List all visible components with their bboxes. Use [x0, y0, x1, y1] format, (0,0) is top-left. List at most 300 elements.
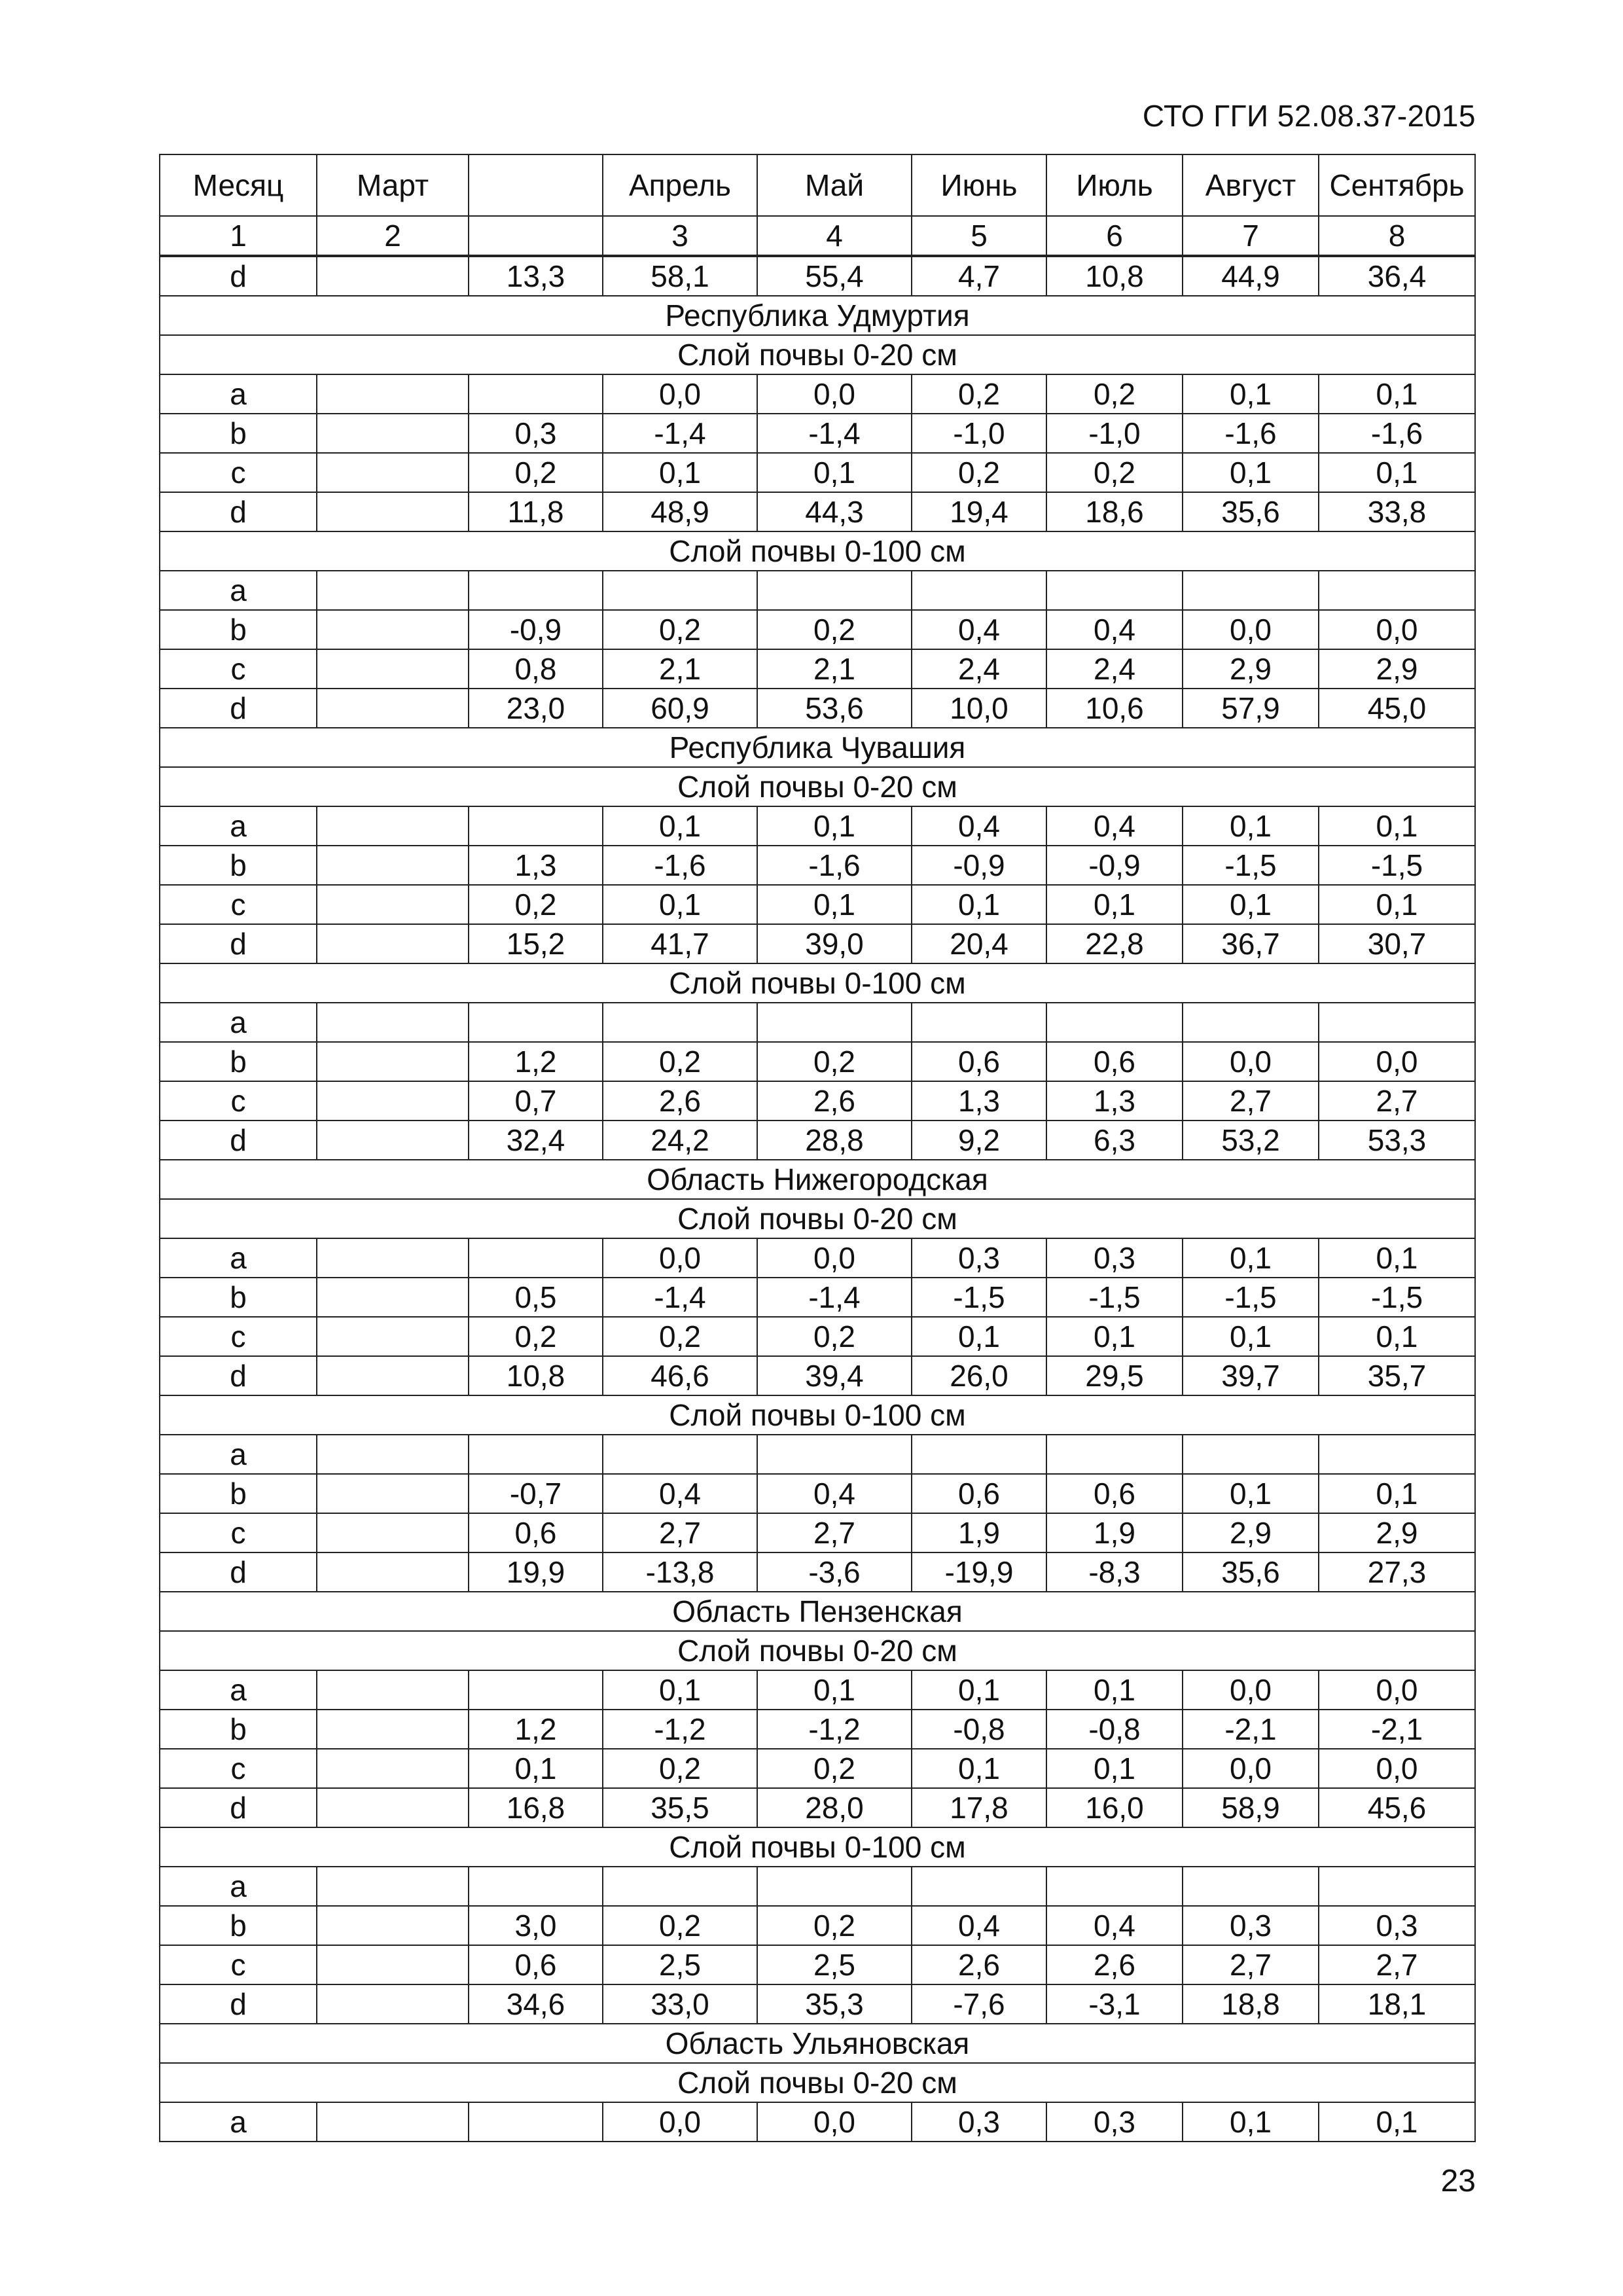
- table-row: [160, 924, 1475, 963]
- row-label-cell: c: [160, 1317, 317, 1356]
- table-row: [160, 1356, 1475, 1395]
- value-cell: 19,9: [469, 1552, 603, 1592]
- value-cell: 0,1: [757, 453, 912, 492]
- value-cell: 2,9: [1183, 649, 1319, 689]
- value-cell: [912, 1435, 1046, 1474]
- header-cell: Сентябрь: [1319, 154, 1475, 216]
- value-cell: 0,1: [912, 885, 1046, 924]
- row-label-cell: b: [160, 1906, 317, 1945]
- section-row: [160, 963, 1475, 1003]
- value-cell: [469, 1003, 603, 1042]
- section-title: Слой почвы 0-100 см: [160, 1827, 1475, 1867]
- value-cell: [317, 649, 469, 689]
- value-cell: [317, 1513, 469, 1552]
- table-row: [160, 1238, 1475, 1278]
- value-cell: 0,1: [1183, 1317, 1319, 1356]
- value-cell: 0,6: [1046, 1474, 1183, 1513]
- value-cell: 0,0: [757, 374, 912, 414]
- header-cell: Июнь: [912, 154, 1046, 216]
- value-cell: 39,4: [757, 1356, 912, 1395]
- value-cell: -7,6: [912, 1984, 1046, 2024]
- table-row: [160, 571, 1475, 610]
- value-cell: 0,1: [1183, 1238, 1319, 1278]
- table-row: [160, 1984, 1475, 2024]
- row-label-cell: b: [160, 1278, 317, 1317]
- value-cell: [1046, 1867, 1183, 1906]
- value-cell: 0,1: [603, 1670, 757, 1710]
- section-row: [160, 531, 1475, 571]
- row-label-cell: b: [160, 1474, 317, 1513]
- value-cell: [317, 1435, 469, 1474]
- value-cell: [317, 414, 469, 453]
- row-label-cell: c: [160, 649, 317, 689]
- value-cell: [1319, 1435, 1475, 1474]
- section-row: [160, 1827, 1475, 1867]
- value-cell: 0,0: [1319, 1670, 1475, 1710]
- value-cell: -1,6: [603, 846, 757, 885]
- value-cell: [317, 1984, 469, 2024]
- value-cell: 35,3: [757, 1984, 912, 2024]
- header-cell: Июль: [1046, 154, 1183, 216]
- value-cell: [317, 1474, 469, 1513]
- section-row: [160, 1160, 1475, 1199]
- header-row: [160, 154, 1475, 216]
- value-cell: 2,6: [603, 1081, 757, 1121]
- value-cell: 2,4: [912, 649, 1046, 689]
- value-cell: 20,4: [912, 924, 1046, 963]
- value-cell: -1,5: [1319, 1278, 1475, 1317]
- value-cell: 0,4: [912, 610, 1046, 649]
- section-row: [160, 296, 1475, 335]
- value-cell: [1319, 1867, 1475, 1906]
- value-cell: -13,8: [603, 1552, 757, 1592]
- value-cell: [469, 1435, 603, 1474]
- column-number-cell: 8: [1319, 216, 1475, 256]
- value-cell: 0,1: [757, 806, 912, 846]
- value-cell: 0,2: [757, 610, 912, 649]
- table-row: [160, 1278, 1475, 1317]
- value-cell: [317, 1710, 469, 1749]
- table-row: [160, 1474, 1475, 1513]
- table-row: [160, 1749, 1475, 1788]
- value-cell: 0,6: [469, 1945, 603, 1984]
- value-cell: 0,1: [1319, 1474, 1475, 1513]
- value-cell: 0,2: [912, 453, 1046, 492]
- value-cell: 1,9: [1046, 1513, 1183, 1552]
- value-cell: 0,1: [912, 1317, 1046, 1356]
- table-row: [160, 885, 1475, 924]
- table-row: [160, 1435, 1475, 1474]
- row-label-cell: d: [160, 1984, 317, 2024]
- section-row: [160, 1592, 1475, 1631]
- header-cell: [469, 154, 603, 216]
- value-cell: 0,1: [1183, 453, 1319, 492]
- column-number-cell: 4: [757, 216, 912, 256]
- value-cell: 0,3: [912, 2102, 1046, 2142]
- value-cell: [912, 1003, 1046, 1042]
- value-cell: [317, 1238, 469, 1278]
- value-cell: 0,1: [912, 1749, 1046, 1788]
- value-cell: 1,3: [1046, 1081, 1183, 1121]
- section-title: Слой почвы 0-100 см: [160, 1395, 1475, 1435]
- value-cell: 1,3: [469, 846, 603, 885]
- row-label-cell: d: [160, 256, 317, 296]
- value-cell: 0,1: [757, 885, 912, 924]
- value-cell: 2,1: [757, 649, 912, 689]
- value-cell: 10,8: [1046, 256, 1183, 296]
- value-cell: 2,5: [757, 1945, 912, 1984]
- value-cell: 0,1: [1319, 885, 1475, 924]
- value-cell: [1183, 1003, 1319, 1042]
- value-cell: 0,2: [1046, 453, 1183, 492]
- value-cell: [317, 571, 469, 610]
- value-cell: 2,9: [1183, 1513, 1319, 1552]
- header-cell: Март: [317, 154, 469, 216]
- value-cell: [469, 571, 603, 610]
- value-cell: 2,6: [912, 1945, 1046, 1984]
- row-label-cell: a: [160, 1003, 317, 1042]
- column-number-cell: 6: [1046, 216, 1183, 256]
- value-cell: [317, 1081, 469, 1121]
- value-cell: 1,9: [912, 1513, 1046, 1552]
- value-cell: 2,6: [1046, 1945, 1183, 1984]
- value-cell: 0,3: [1046, 2102, 1183, 2142]
- value-cell: 2,5: [603, 1945, 757, 1984]
- header-cell: Месяц: [160, 154, 317, 216]
- table-row: [160, 492, 1475, 531]
- page-number: 23: [1440, 2164, 1476, 2198]
- value-cell: 26,0: [912, 1356, 1046, 1395]
- value-cell: 17,8: [912, 1788, 1046, 1827]
- value-cell: 34,6: [469, 1984, 603, 2024]
- section-row: [160, 728, 1475, 767]
- value-cell: 39,0: [757, 924, 912, 963]
- value-cell: -8,3: [1046, 1552, 1183, 1592]
- value-cell: 0,0: [603, 374, 757, 414]
- value-cell: [317, 610, 469, 649]
- value-cell: 0,2: [469, 885, 603, 924]
- section-row: [160, 1395, 1475, 1435]
- row-label-cell: a: [160, 1435, 317, 1474]
- value-cell: [317, 453, 469, 492]
- value-cell: [317, 374, 469, 414]
- value-cell: [317, 1356, 469, 1395]
- value-cell: -1,0: [912, 414, 1046, 453]
- value-cell: 18,1: [1319, 1984, 1475, 2024]
- value-cell: 0,4: [1046, 806, 1183, 846]
- value-cell: 0,2: [469, 453, 603, 492]
- row-label-cell: d: [160, 1788, 317, 1827]
- section-title: Слой почвы 0-20 см: [160, 1631, 1475, 1670]
- value-cell: [469, 2102, 603, 2142]
- value-cell: 16,8: [469, 1788, 603, 1827]
- value-cell: [603, 1435, 757, 1474]
- value-cell: 58,9: [1183, 1788, 1319, 1827]
- row-label-cell: b: [160, 610, 317, 649]
- value-cell: [317, 1552, 469, 1592]
- value-cell: 0,0: [603, 2102, 757, 2142]
- value-cell: 0,1: [1046, 885, 1183, 924]
- value-cell: [757, 571, 912, 610]
- row-label-cell: c: [160, 885, 317, 924]
- value-cell: 18,6: [1046, 492, 1183, 531]
- column-number-cell: 5: [912, 216, 1046, 256]
- value-cell: 0,2: [757, 1906, 912, 1945]
- table-row: [160, 2102, 1475, 2142]
- value-cell: [469, 1867, 603, 1906]
- column-number-cell: 3: [603, 216, 757, 256]
- value-cell: 19,4: [912, 492, 1046, 531]
- value-cell: -2,1: [1319, 1710, 1475, 1749]
- value-cell: 53,6: [757, 689, 912, 728]
- section-title: Слой почвы 0-100 см: [160, 963, 1475, 1003]
- value-cell: 10,8: [469, 1356, 603, 1395]
- value-cell: 53,3: [1319, 1121, 1475, 1160]
- value-cell: 2,1: [603, 649, 757, 689]
- value-cell: 2,7: [1183, 1081, 1319, 1121]
- row-label-cell: c: [160, 1081, 317, 1121]
- value-cell: -2,1: [1183, 1710, 1319, 1749]
- header-cell: Август: [1183, 154, 1319, 216]
- value-cell: 29,5: [1046, 1356, 1183, 1395]
- value-cell: -0,7: [469, 1474, 603, 1513]
- value-cell: 2,7: [1319, 1945, 1475, 1984]
- value-cell: 0,1: [1046, 1670, 1183, 1710]
- value-cell: -1,5: [912, 1278, 1046, 1317]
- value-cell: -0,9: [1046, 846, 1183, 885]
- table-row: [160, 649, 1475, 689]
- value-cell: [603, 1867, 757, 1906]
- value-cell: [757, 1003, 912, 1042]
- section-row: [160, 335, 1475, 374]
- value-cell: 16,0: [1046, 1788, 1183, 1827]
- value-cell: [317, 1003, 469, 1042]
- value-cell: -1,6: [757, 846, 912, 885]
- row-label-cell: a: [160, 571, 317, 610]
- table-row: [160, 1670, 1475, 1710]
- table-row: [160, 1081, 1475, 1121]
- value-cell: 45,0: [1319, 689, 1475, 728]
- value-cell: 0,2: [603, 1042, 757, 1081]
- value-cell: -1,5: [1183, 846, 1319, 885]
- value-cell: 0,4: [1046, 1906, 1183, 1945]
- value-cell: 0,2: [912, 374, 1046, 414]
- value-cell: [317, 1749, 469, 1788]
- table-row: [160, 1867, 1475, 1906]
- row-label-cell: c: [160, 1749, 317, 1788]
- value-cell: 39,7: [1183, 1356, 1319, 1395]
- row-label-cell: a: [160, 374, 317, 414]
- value-cell: [317, 1670, 469, 1710]
- value-cell: 44,3: [757, 492, 912, 531]
- value-cell: 18,8: [1183, 1984, 1319, 2024]
- section-title: Слой почвы 0-20 см: [160, 335, 1475, 374]
- value-cell: -1,4: [757, 1278, 912, 1317]
- value-cell: 4,7: [912, 256, 1046, 296]
- section-title: Область Нижегородская: [160, 1160, 1475, 1199]
- value-cell: 0,3: [1183, 1906, 1319, 1945]
- value-cell: -1,4: [757, 414, 912, 453]
- document-code: СТО ГГИ 52.08.37-2015: [1142, 99, 1476, 133]
- value-cell: 55,4: [757, 256, 912, 296]
- row-label-cell: b: [160, 1042, 317, 1081]
- value-cell: -0,9: [912, 846, 1046, 885]
- value-cell: -19,9: [912, 1552, 1046, 1592]
- value-cell: 41,7: [603, 924, 757, 963]
- value-cell: 35,5: [603, 1788, 757, 1827]
- table-row: [160, 453, 1475, 492]
- value-cell: -1,4: [603, 1278, 757, 1317]
- table-row: [160, 1906, 1475, 1945]
- value-cell: 13,3: [469, 256, 603, 296]
- value-cell: [317, 1317, 469, 1356]
- value-cell: 0,1: [469, 1749, 603, 1788]
- section-row: [160, 767, 1475, 806]
- value-cell: 0,8: [469, 649, 603, 689]
- value-cell: 0,6: [912, 1474, 1046, 1513]
- value-cell: 0,3: [1319, 1906, 1475, 1945]
- value-cell: 0,0: [1319, 1042, 1475, 1081]
- row-label-cell: d: [160, 924, 317, 963]
- section-row: [160, 1631, 1475, 1670]
- value-cell: 35,6: [1183, 492, 1319, 531]
- value-cell: 0,2: [757, 1317, 912, 1356]
- value-cell: 27,3: [1319, 1552, 1475, 1592]
- value-cell: 2,9: [1319, 1513, 1475, 1552]
- value-cell: 0,1: [1319, 374, 1475, 414]
- value-cell: [469, 374, 603, 414]
- value-cell: 23,0: [469, 689, 603, 728]
- value-cell: [1183, 1867, 1319, 1906]
- value-cell: [1319, 571, 1475, 610]
- value-cell: 0,1: [1046, 1749, 1183, 1788]
- value-cell: 0,2: [603, 610, 757, 649]
- value-cell: [469, 1670, 603, 1710]
- value-cell: -1,2: [603, 1710, 757, 1749]
- value-cell: 0,6: [469, 1513, 603, 1552]
- value-cell: 30,7: [1319, 924, 1475, 963]
- table-row: [160, 1945, 1475, 1984]
- value-cell: 11,8: [469, 492, 603, 531]
- table-row: [160, 414, 1475, 453]
- value-cell: 48,9: [603, 492, 757, 531]
- section-title: Республика Чувашия: [160, 728, 1475, 767]
- value-cell: 0,2: [603, 1317, 757, 1356]
- value-cell: [317, 806, 469, 846]
- header-cell: Апрель: [603, 154, 757, 216]
- table-row: [160, 1317, 1475, 1356]
- value-cell: 0,3: [1046, 1238, 1183, 1278]
- value-cell: 0,2: [469, 1317, 603, 1356]
- column-number-cell: [469, 216, 603, 256]
- value-cell: [1046, 1003, 1183, 1042]
- value-cell: 58,1: [603, 256, 757, 296]
- value-cell: 0,0: [757, 1238, 912, 1278]
- row-label-cell: a: [160, 1867, 317, 1906]
- value-cell: 0,1: [1183, 1474, 1319, 1513]
- data-table: [159, 154, 1476, 2142]
- value-cell: 15,2: [469, 924, 603, 963]
- section-title: Область Пензенская: [160, 1592, 1475, 1631]
- row-label-cell: d: [160, 1121, 317, 1160]
- value-cell: 0,0: [1183, 1042, 1319, 1081]
- value-cell: 46,6: [603, 1356, 757, 1395]
- value-cell: 60,9: [603, 689, 757, 728]
- value-cell: -1,5: [1046, 1278, 1183, 1317]
- table-body: [160, 154, 1475, 2142]
- value-cell: -3,1: [1046, 1984, 1183, 2024]
- value-cell: 0,0: [603, 1238, 757, 1278]
- value-cell: 36,4: [1319, 256, 1475, 296]
- value-cell: 0,3: [912, 1238, 1046, 1278]
- table-row: [160, 1003, 1475, 1042]
- value-cell: 2,7: [1319, 1081, 1475, 1121]
- value-cell: 0,4: [1046, 610, 1183, 649]
- value-cell: -1,5: [1319, 846, 1475, 885]
- table-row: [160, 806, 1475, 846]
- value-cell: 0,1: [1319, 453, 1475, 492]
- value-cell: [317, 1906, 469, 1945]
- value-cell: [317, 1867, 469, 1906]
- value-cell: 0,4: [603, 1474, 757, 1513]
- column-number-row: [160, 216, 1475, 256]
- value-cell: 0,0: [1183, 610, 1319, 649]
- section-row: [160, 1199, 1475, 1238]
- column-number-cell: 1: [160, 216, 317, 256]
- row-label-cell: c: [160, 1513, 317, 1552]
- value-cell: -3,6: [757, 1552, 912, 1592]
- value-cell: [317, 492, 469, 531]
- value-cell: -1,6: [1319, 414, 1475, 453]
- value-cell: 2,6: [757, 1081, 912, 1121]
- value-cell: [469, 806, 603, 846]
- table-row: [160, 1513, 1475, 1552]
- value-cell: 28,8: [757, 1121, 912, 1160]
- value-cell: [317, 1121, 469, 1160]
- value-cell: 0,0: [1319, 610, 1475, 649]
- value-cell: 0,4: [912, 1906, 1046, 1945]
- table-row: [160, 846, 1475, 885]
- table-row: [160, 610, 1475, 649]
- value-cell: 0,5: [469, 1278, 603, 1317]
- value-cell: [1046, 571, 1183, 610]
- value-cell: -0,8: [912, 1710, 1046, 1749]
- section-title: Слой почвы 0-100 см: [160, 531, 1475, 571]
- value-cell: 44,9: [1183, 256, 1319, 296]
- value-cell: [603, 1003, 757, 1042]
- value-cell: 0,1: [1319, 1238, 1475, 1278]
- value-cell: [317, 846, 469, 885]
- value-cell: [317, 689, 469, 728]
- value-cell: 0,2: [603, 1749, 757, 1788]
- value-cell: 0,1: [1046, 1317, 1183, 1356]
- value-cell: 0,4: [757, 1474, 912, 1513]
- table-row: [160, 374, 1475, 414]
- value-cell: 0,1: [1183, 806, 1319, 846]
- value-cell: [757, 1867, 912, 1906]
- row-label-cell: b: [160, 1710, 317, 1749]
- value-cell: 0,1: [603, 885, 757, 924]
- value-cell: 1,2: [469, 1710, 603, 1749]
- value-cell: 3,0: [469, 1906, 603, 1945]
- row-label-cell: d: [160, 492, 317, 531]
- value-cell: -1,4: [603, 414, 757, 453]
- value-cell: -0,8: [1046, 1710, 1183, 1749]
- table-row: [160, 256, 1475, 296]
- value-cell: 2,9: [1319, 649, 1475, 689]
- value-cell: 0,3: [469, 414, 603, 453]
- header-cell: Май: [757, 154, 912, 216]
